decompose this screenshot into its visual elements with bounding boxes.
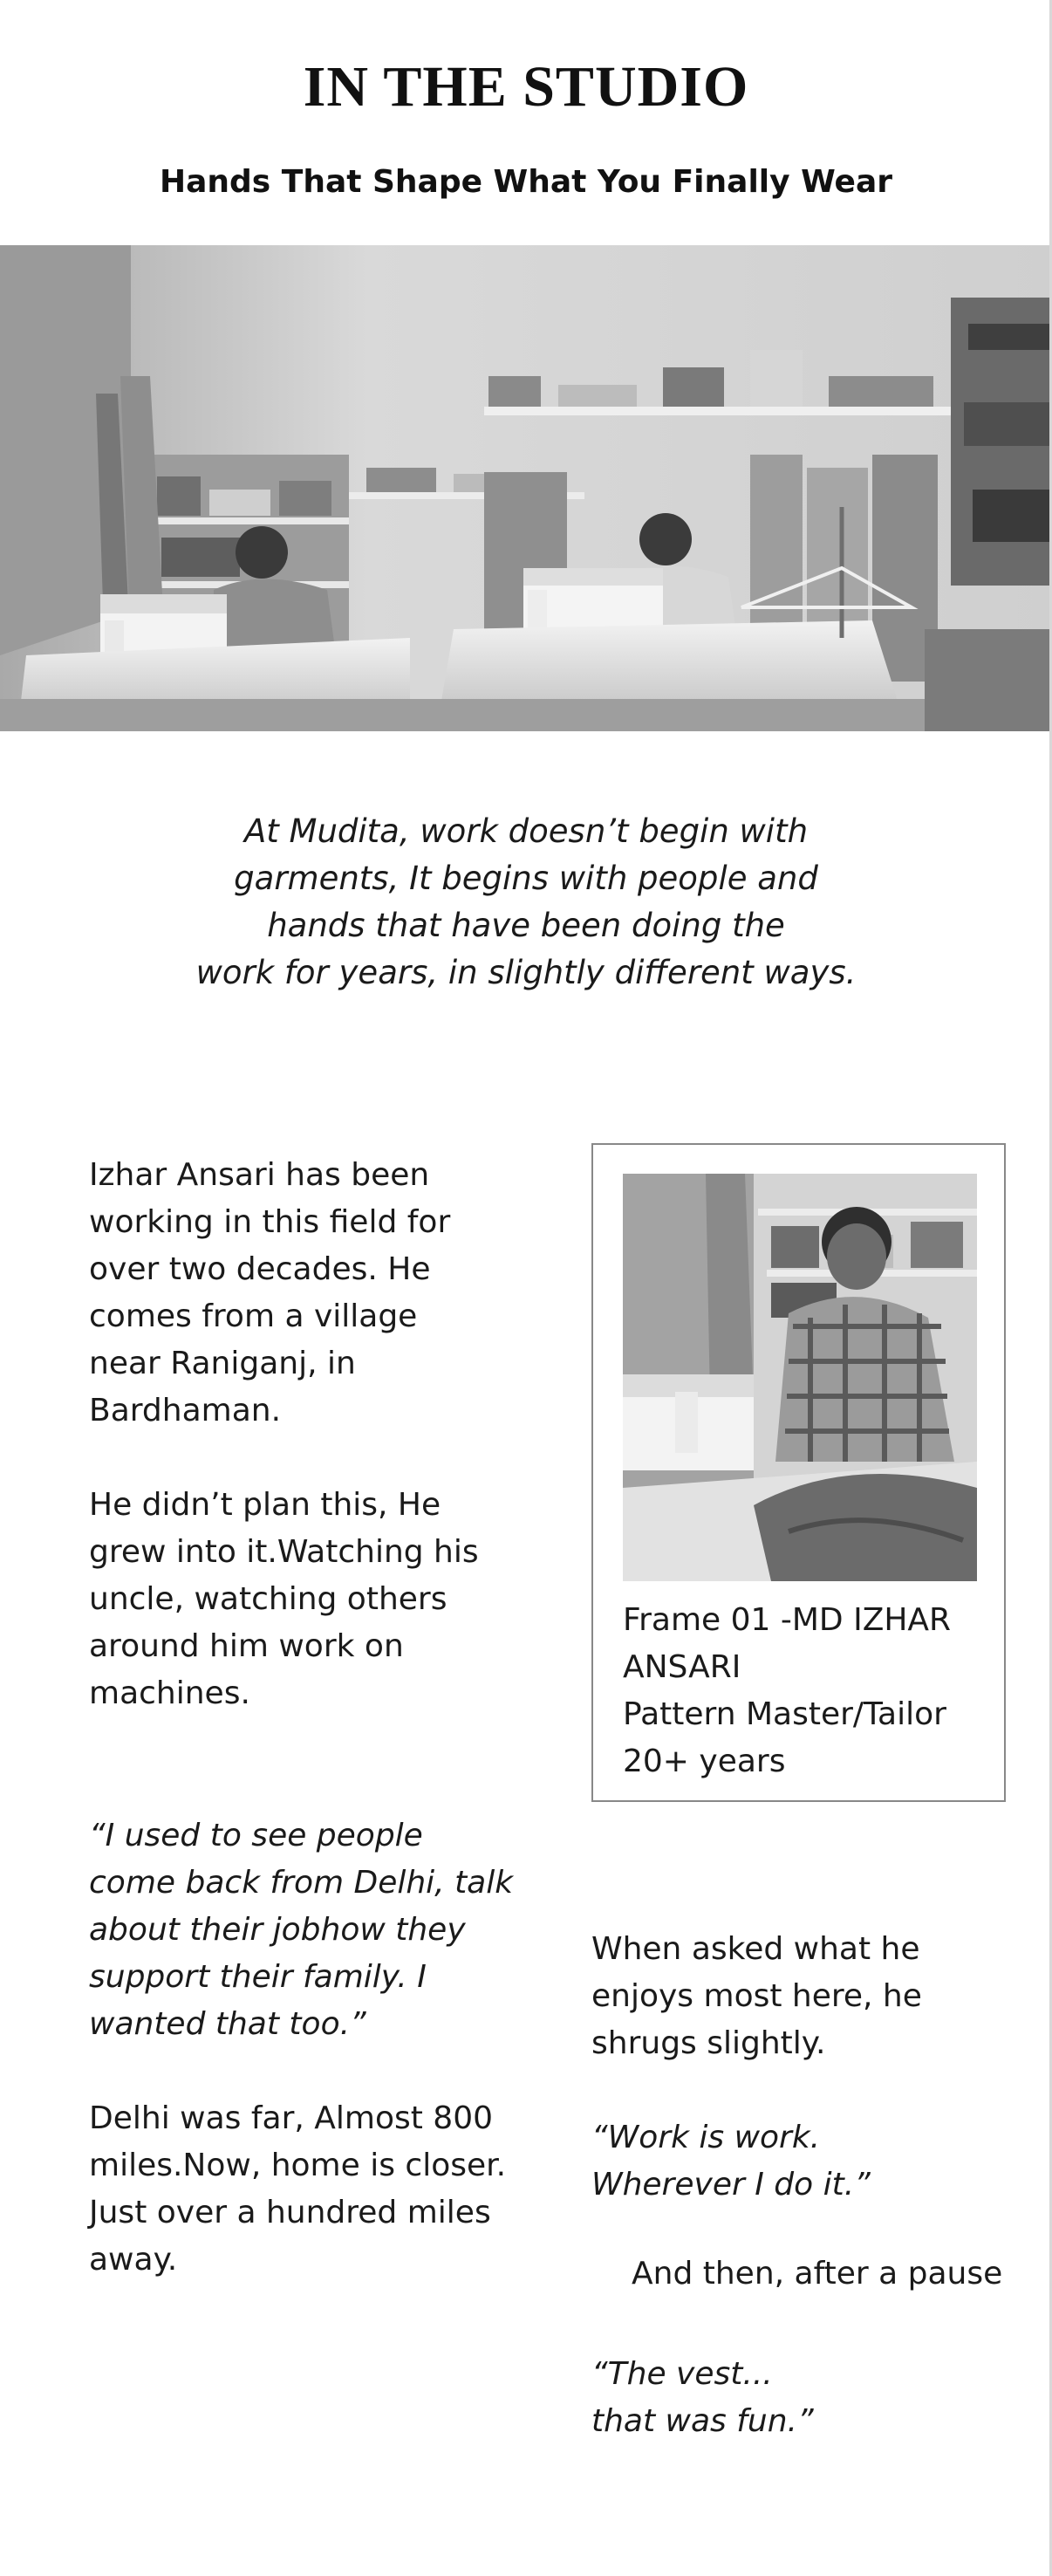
intro-line: At Mudita, work doesn’t begin with (243, 812, 809, 850)
quote-line: “I used to see people (89, 1818, 423, 1853)
portrait-photo-illustration (623, 1174, 977, 1581)
portrait-frame-card (591, 1143, 1006, 1802)
story-pause-line: And then, after a pause (632, 2256, 1003, 2292)
quote-line: “The vest... (591, 2356, 773, 2392)
story-line: machines. (89, 1675, 250, 1711)
quote-line: come back from Delhi, talk (89, 1865, 514, 1901)
intro-quote (0, 808, 1052, 997)
story-line: comes from a village (89, 1298, 418, 1334)
portrait-photo (623, 1174, 977, 1581)
story-line: around him work on (89, 1628, 404, 1664)
story-line: Izhar Ansari has been (89, 1157, 430, 1193)
quote-line: that was fun.” (591, 2403, 814, 2439)
story-line: enjoys most here, he (591, 1978, 922, 2014)
story-line: Delhi was far, Almost 800 (89, 2100, 494, 2136)
story-line: grew into it.Watching his (89, 1534, 479, 1570)
intro-line: garments, It begins with people and (234, 860, 818, 897)
studio-workshop-photo (0, 245, 1049, 731)
story-line: He didn’t plan this, He (89, 1487, 441, 1523)
story-paragraph-learning (89, 1482, 543, 1717)
story-line: When asked what he (591, 1931, 920, 1967)
story-line: shrugs slightly. (591, 2025, 826, 2061)
quote-line: Wherever I do it.” (591, 2167, 871, 2203)
story-paragraph-enjoys (591, 1926, 1028, 2067)
story-quote-work (591, 2114, 1028, 2209)
workshop-photo-illustration (0, 245, 1049, 731)
story-line: Bardhaman. (89, 1393, 282, 1428)
story-quote-delhi (89, 1812, 577, 2048)
caption-line: Pattern Master/Tailor (623, 1696, 946, 1732)
caption-line: Frame 01 -MD IZHAR (623, 1602, 952, 1638)
quote-line: about their jobhow they (89, 1912, 466, 1948)
story-line: working in this field for (89, 1204, 451, 1240)
story-line: miles.Now, home is closer. (89, 2148, 507, 2183)
quote-line: “Work is work. (591, 2120, 821, 2155)
portrait-caption (623, 1597, 998, 1785)
story-line: near Raniganj, in (89, 1346, 356, 1381)
page-title: IN THE STUDIO (303, 55, 749, 119)
story-paragraph-home (89, 2095, 577, 2284)
story-line: uncle, watching others (89, 1581, 447, 1617)
intro-line: hands that have been doing the (267, 907, 785, 944)
story-line: Just over a hundred miles (89, 2195, 491, 2230)
quote-line: wanted that too.” (89, 2006, 366, 2042)
intro-line: work for years, in slightly different ways. (195, 954, 857, 991)
story-line: away. (89, 2242, 178, 2278)
story-line: over two decades. He (89, 1251, 431, 1287)
page-subtitle: Hands That Shape What You Finally Wear (159, 164, 893, 200)
quote-line: support their family. I (89, 1959, 427, 1995)
caption-line: ANSARI (623, 1649, 741, 1685)
story-paragraph-origins (89, 1152, 543, 1435)
story-quote-vest (591, 2351, 1028, 2445)
caption-line: 20+ years (623, 1744, 786, 1779)
